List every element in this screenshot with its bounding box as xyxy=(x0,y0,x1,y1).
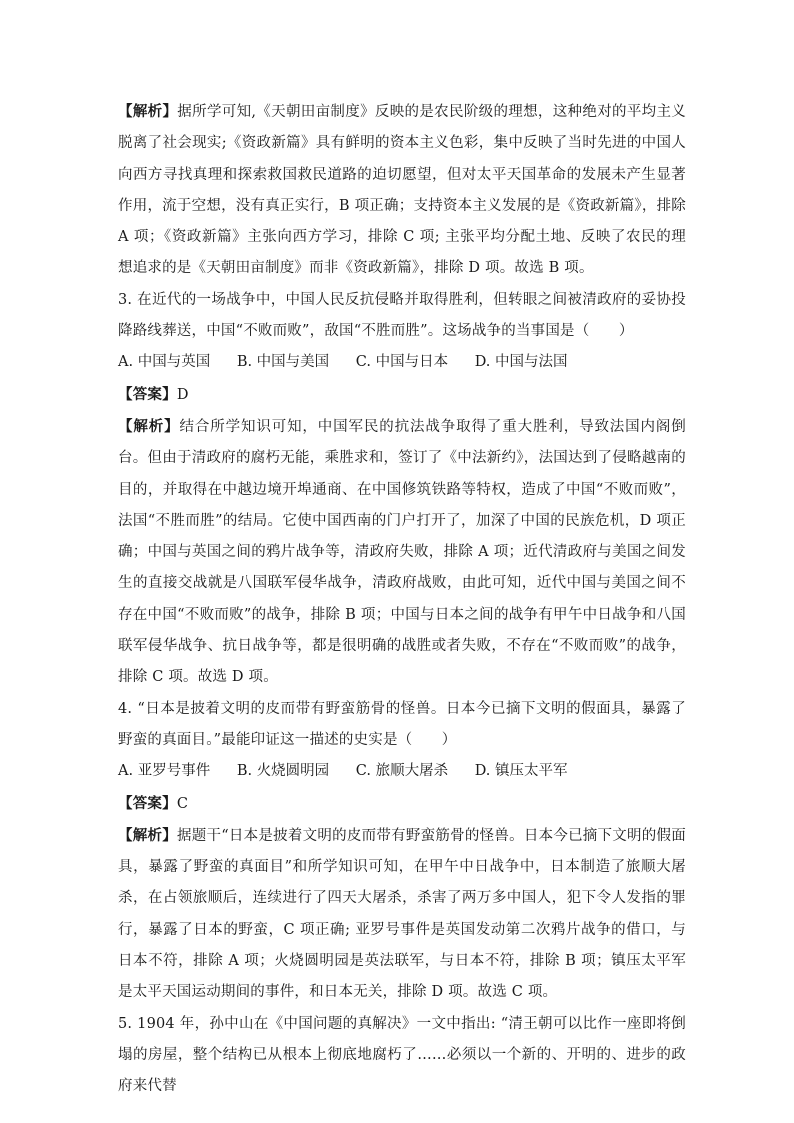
option-a: A. 中国与英国 xyxy=(118,354,211,371)
question-3 xyxy=(118,285,686,348)
question-3-options xyxy=(118,347,686,378)
analysis-label: 【解析】 xyxy=(118,417,180,435)
analysis-text: 据题干“日本是披着文明的皮而带有野蛮筋骨的怪兽。日本今已摘下文明的假面具，暴露了野蛮的真面目”和所学知识可知，在甲午中日战争中，日本制造了旅顺大屠杀，在占领旅顺后，连续进行了四天大屠杀，杀害了两万多中国人，犯下令人发指的罪行，暴露了日本的野蛮，C 项正确; 亚罗号事件是英国发动第二次鸦片战争的借口，与日本不符，排除 A 项；火烧圆明园是英法联军，与日本不符，排除 B 项；镇压太平军是太平天国运动期间的事件，和日本无关，排除 D 项。故选 C 项。 xyxy=(118,827,686,1001)
option-d: D. 中国与法国 xyxy=(474,354,568,371)
answer-value: D xyxy=(176,386,189,403)
question-text: 4. “日本是披着文明的皮而带有野蛮筋骨的怪兽。日本今已摘下文明的假面具，暴露了野蛮的真面目。”最能印证这一描述的史实是（ ） xyxy=(118,700,686,748)
analysis-label: 【解析】 xyxy=(118,103,178,120)
document-page xyxy=(118,96,686,1103)
question-text: 5. 1904 年，孙中山在《中国问题的真解决》一文中指出: “清王朝可以比作一座即将倒塌的房屋，整个结构已从根本上彻底地腐朽了……必须以一个新的、开明的、进步的政府来代替 xyxy=(118,1015,686,1095)
option-d: D. 镇压太平军 xyxy=(474,763,568,780)
option-c: C. 旅顺大屠杀 xyxy=(355,763,449,780)
answer-label: 【答案】 xyxy=(118,385,177,403)
answer-label: 【答案】 xyxy=(118,794,177,812)
analysis-paragraph-q2 xyxy=(118,96,686,285)
answer-q4 xyxy=(118,788,686,820)
answer-value: C xyxy=(176,795,189,812)
analysis-text: 结合所学知识可知，中国军民的抗法战争取得了重大胜利，导致法国内阁倒台。但由于清政府的腐朽无能，乘胜求和，签订了《中法新约》，法国达到了侵略越南的目的，并取得在中越边境开埠通商、在中国修筑铁路等特权，造成了中国“不败而败”，法国“不胜而胜”的结局。它使中国西南的门户打开了，加深了中国的民族危机，D 项正确；中国与英国之间的鸦片战争等，清政府失败，排除 A 项；近代清政府与美国之间发生的直接交战就是八国联军侵华战争，清政府战败，由此可知，近代中国与美国之间不存在中国“不败而败”的战争，排除 B 项；中国与日本之间的战争有甲午中日战争和八国联军侵华战争、抗日战争等，都是很明确的战胜或者失败，不存在“不败而败”的战争，排除 C 项。故选 D 项。 xyxy=(118,418,686,686)
analysis-paragraph-q4 xyxy=(118,820,686,1009)
question-text: 3. 在近代的一场战争中，中国人民反抗侵略并取得胜利，但转眼之间被清政府的妥协投降路线葬送，中国“不败而败”，敌国“不胜而胜”。这场战争的当事国是（ ） xyxy=(118,291,686,340)
option-b: B. 火烧圆明园 xyxy=(236,763,330,780)
analysis-label: 【解析】 xyxy=(118,826,177,844)
option-b: B. 中国与美国 xyxy=(236,354,330,371)
option-a: A. 亚罗号事件 xyxy=(118,763,211,780)
analysis-text: 据所学可知,《天朝田亩制度》反映的是农民阶级的理想，这种绝对的平均主义脱离了社会现实;《资政新篇》具有鲜明的资本主义色彩，集中反映了当时先进的中国人向西方寻找真理和探索救国救民道路的迫切愿望，但对太平天国革命的发展未产生显著作用，流于空想，没有真正实行，B 项正确；支持资本主义发展的是《资政新篇》，排除 A 项；《资政新篇》主张向西方学习，排除 C 项; 主张平均分配土地、反映了农民的理想追求的是《天朝田亩制度》而非《资政新篇》，排除 D 项。故选 B 项。 xyxy=(118,104,686,277)
option-c: C. 中国与日本 xyxy=(355,354,449,371)
answer-q3 xyxy=(118,379,686,411)
question-4-options xyxy=(118,756,686,787)
question-5 xyxy=(118,1009,686,1103)
analysis-paragraph-q3 xyxy=(118,411,686,694)
question-4 xyxy=(118,694,686,757)
